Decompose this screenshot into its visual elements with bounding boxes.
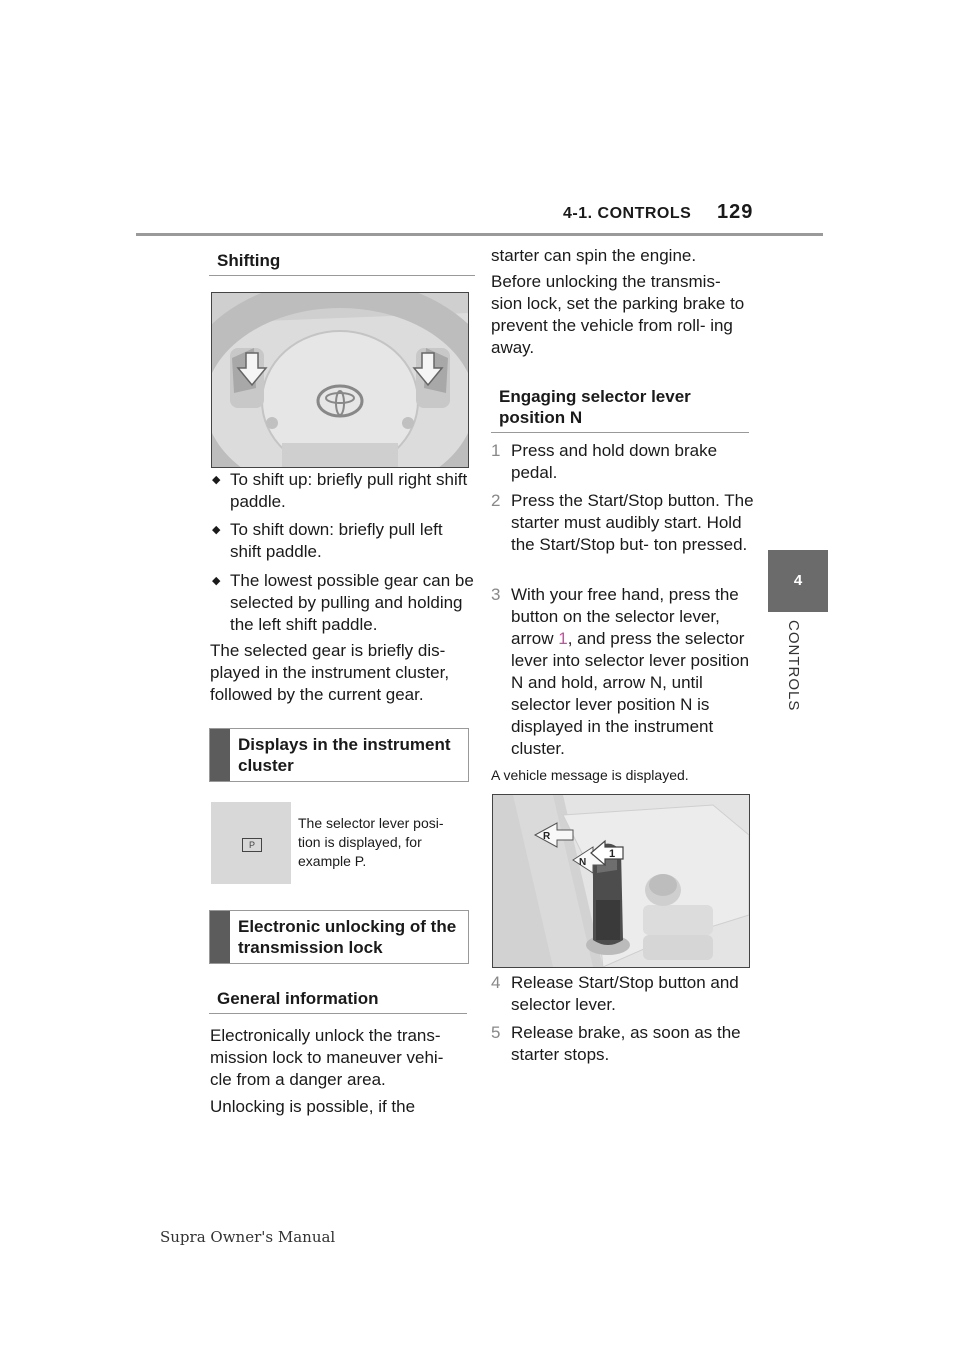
steering-wheel-icon <box>212 293 468 467</box>
heading-bar <box>210 729 230 781</box>
heading-unlocking <box>209 910 469 964</box>
para-unlock-possible: Unlocking is possible, if the <box>210 1097 416 1116</box>
step-text: Press the Start/Stop button. The starter must audibly start. Hold the Start/Stop but- ton pressed. <box>511 491 754 554</box>
step-number: 2 <box>491 491 501 510</box>
step-3 <box>491 584 751 760</box>
heading-displays <box>209 728 469 782</box>
gear-n-label: N <box>579 857 587 868</box>
cluster-display-image <box>211 802 291 884</box>
step-number: 4 <box>491 973 501 992</box>
heading-shifting-text: Shifting <box>217 251 281 270</box>
step-number: 3 <box>491 585 501 604</box>
chapter-tab: 4 <box>768 550 828 612</box>
para-parking-brake: Before unlocking the transmis- sion lock, set the parking brake to prevent the vehicle from roll- ing away. <box>491 272 745 357</box>
header-rule <box>136 233 823 236</box>
step-1 <box>491 440 759 484</box>
bullet-lowest-gear: ◆ The lowest possible gear can be selected by pulling and holding the left shift paddle. <box>212 570 480 636</box>
steering-wheel-image <box>211 292 469 468</box>
page-number: 129 <box>717 201 754 223</box>
step-text: With your free hand, press the button on the selector lever, arrow <box>511 585 739 648</box>
heading-displays-text: Displays in the instrument cluster <box>238 735 451 775</box>
gear-p-indicator: P <box>242 838 262 852</box>
step-text: Release Start/Stop button and selector lever. <box>511 973 739 1014</box>
step-text: Press and hold down brake pedal. <box>511 441 718 482</box>
bullet-shift-up: ◆ To shift up: briefly pull right shift paddle. <box>212 469 470 513</box>
chapter-label: CONTROLS <box>785 620 802 712</box>
heading-engaging-text: Engaging selector lever position N <box>499 387 691 427</box>
vehicle-message-note: A vehicle message is displayed. <box>491 767 689 783</box>
arrow-reference: 1 <box>558 629 568 648</box>
heading-unlocking-text: Electronic unlocking of the transmission lock <box>238 917 457 957</box>
heading-bar <box>210 911 230 963</box>
step-4 <box>491 972 759 1016</box>
para-selected-gear: The selected gear is briefly dis- played in the instrument cluster, followed by the current gear. <box>210 641 450 704</box>
selector-lever-icon <box>493 795 749 967</box>
caption-selector-lever: The selector lever posi- tion is displayed, for example P. <box>298 815 444 869</box>
bullet-shift-down: ◆ To shift down: briefly pull left shift paddle. <box>212 519 470 563</box>
footer-manual-title: Supra Owner's Manual <box>160 1228 336 1246</box>
step-5 <box>491 1022 759 1066</box>
step-2 <box>491 490 759 556</box>
selector-lever-image <box>492 794 750 968</box>
step-text: , and press the selector lever into selector lever position N and hold, arrow N, until selector lever position N is displayed in the instrument cluster. <box>511 629 750 758</box>
heading-general <box>209 983 467 1014</box>
heading-engaging <box>491 382 749 433</box>
step-number: 5 <box>491 1023 501 1042</box>
heading-general-text: General information <box>217 989 379 1008</box>
heading-shifting <box>209 245 475 276</box>
step-text: Release brake, as soon as the starter stops. <box>511 1023 741 1064</box>
section-title: 4-1. CONTROLS <box>563 205 692 222</box>
step-number: 1 <box>491 441 501 460</box>
para-starter-spin: starter can spin the engine. <box>491 246 697 265</box>
arrow-1-label: 1 <box>609 848 616 860</box>
gear-r-label: R <box>543 831 551 842</box>
para-electronic-unlock: Electronically unlock the trans- mission lock to maneuver vehi- cle from a danger area. <box>210 1026 444 1089</box>
